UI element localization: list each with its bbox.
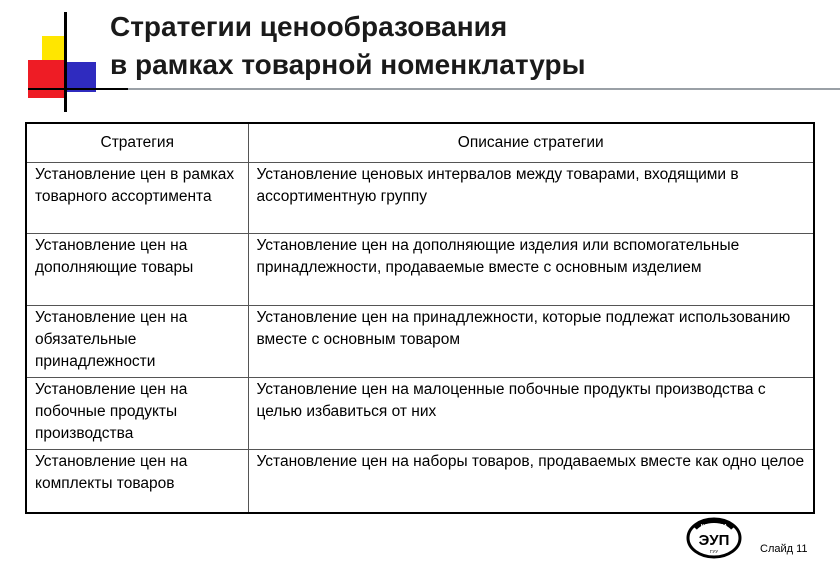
decor-vertical-line [64,12,67,112]
table-row [26,378,814,450]
strategies-table [25,122,815,514]
table-row [26,163,814,234]
strategy-cell: Установление цен на обязательные принадлежности [26,306,248,378]
table-row [26,234,814,306]
header-description: Описание стратегии [248,123,814,163]
slide-number: Слайд 11 [760,543,808,555]
strategy-cell: Установление цен на комплекты товаров [26,450,248,513]
logo-main-text: ЭУП [698,532,730,549]
department-logo-icon [686,517,742,559]
table-row [26,306,814,378]
description-cell: Установление ценовых интервалов между товарами, входящими в ассортиментную группу [248,163,814,234]
strategy-cell: Установление цен на побочные продукты производства [26,378,248,450]
description-cell: Установление цен на принадлежности, которые подлежат использованию вместе с основным товаром [248,306,814,378]
description-cell: Установление цен на малоценные побочные продукты производства с целью избавиться от них [248,378,814,450]
logo-top-text: КАФЕДРА [700,524,728,530]
decor-horizontal-line [28,88,128,90]
table-header-row [26,123,814,163]
description-cell: Установление цен на наборы товаров, продаваемых вместе как одно целое [248,450,814,513]
slide-title-line-2: в рамках товарной номенклатуры [110,49,586,80]
logo-bottom-text: ГУУ [709,549,719,554]
slide-title [110,8,585,84]
strategy-cell: Установление цен на дополняющие товары [26,234,248,306]
decor-yellow-square [42,36,66,60]
title-underline [28,88,840,90]
strategy-cell: Установление цен в рамках товарного ассортимента [26,163,248,234]
decor-red-square [28,60,66,98]
slide-title-line-1: Стратегии ценообразования [110,11,508,42]
header-strategy: Стратегия [26,123,248,163]
description-cell: Установление цен на дополняющие изделия или вспомогательные принадлежности, продаваемые вместе с основным изделием [248,234,814,306]
table-row [26,450,814,513]
